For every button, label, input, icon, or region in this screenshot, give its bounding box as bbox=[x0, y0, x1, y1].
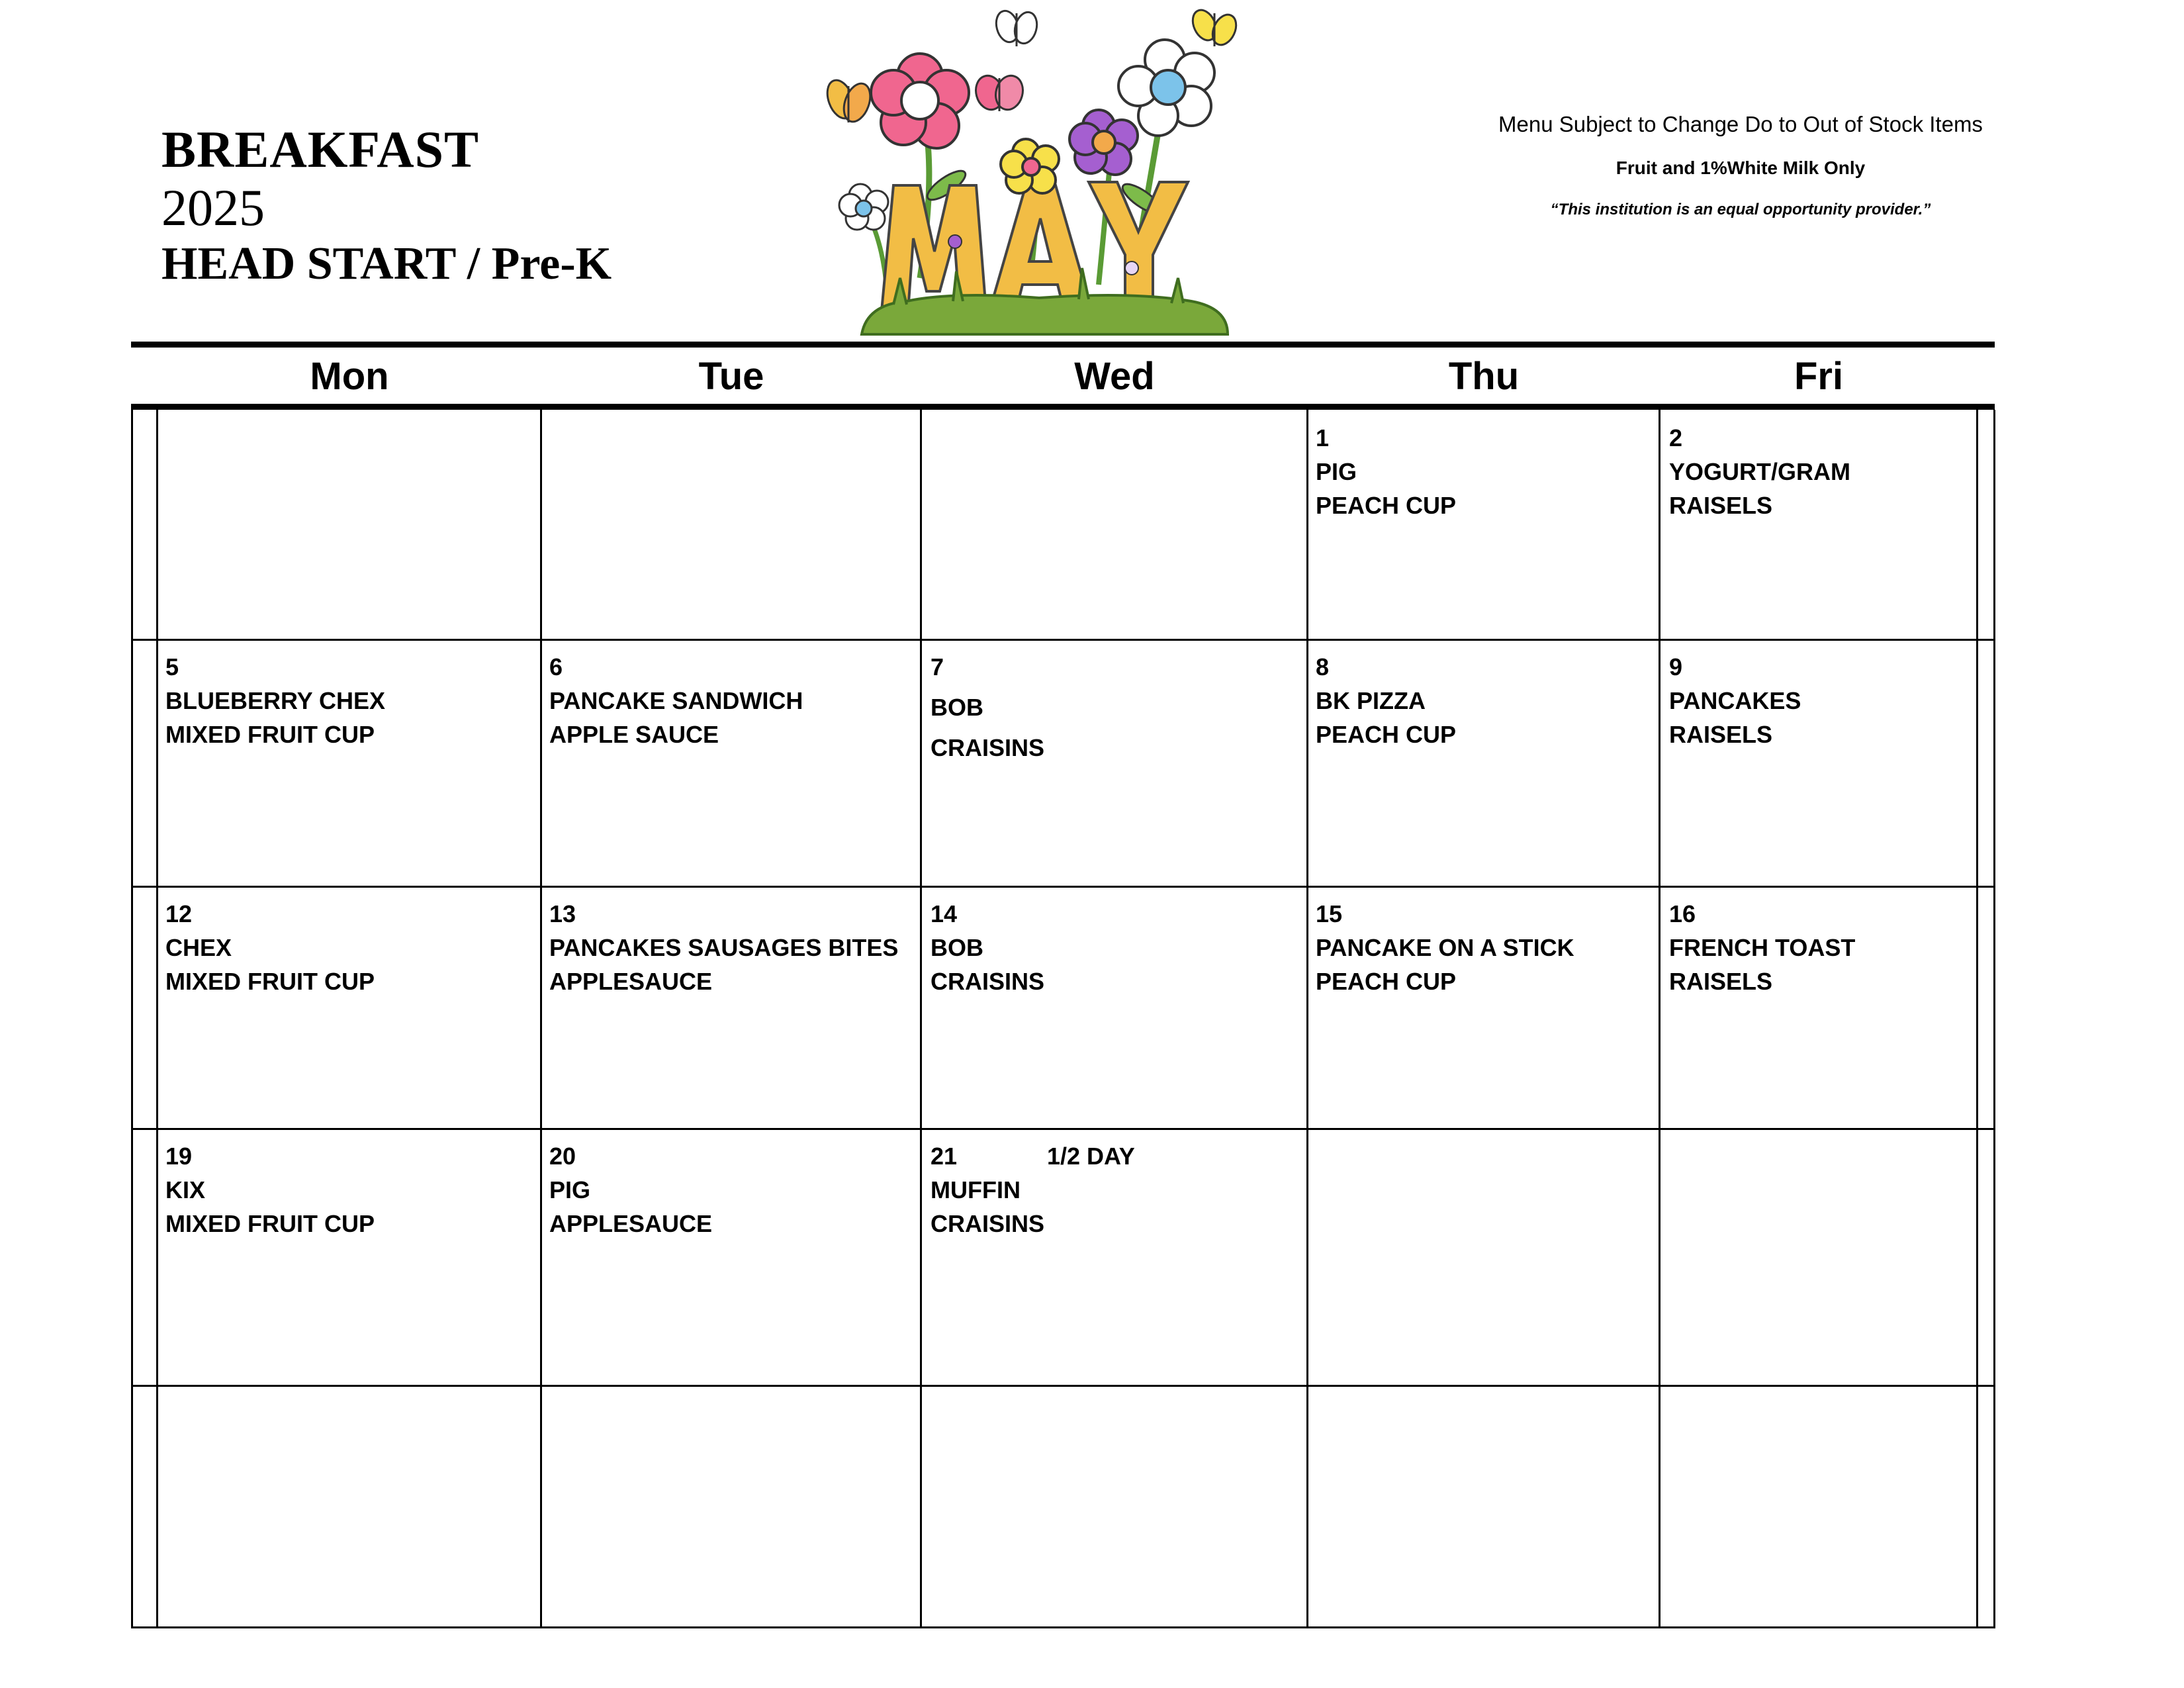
menu-item: CHEX bbox=[165, 934, 232, 961]
menu-item: PANCAKES bbox=[1669, 687, 1801, 714]
day-cell bbox=[1669, 421, 1850, 522]
menu-year: 2025 bbox=[161, 179, 265, 236]
menu-item: MIXED FRUIT CUP bbox=[165, 968, 375, 995]
menu-item: BK PIZZA bbox=[1316, 687, 1426, 714]
day-cell bbox=[165, 1139, 375, 1241]
menu-item: CRAISINS bbox=[931, 734, 1045, 761]
menu-item: BOB bbox=[931, 934, 983, 961]
menu-item: MIXED FRUIT CUP bbox=[165, 721, 375, 748]
menu-item: PANCAKE SANDWICH bbox=[549, 687, 803, 714]
day-cell bbox=[931, 897, 1044, 998]
grid-line bbox=[1659, 410, 1661, 1628]
menu-item: PIG bbox=[1316, 458, 1357, 485]
day-header-mon: Mon bbox=[310, 355, 389, 398]
day-cell bbox=[165, 650, 385, 751]
day-number: 12 bbox=[165, 900, 193, 927]
day-cell bbox=[549, 897, 898, 998]
day-cell bbox=[1316, 421, 1456, 522]
may-flowers-illustration bbox=[821, 0, 1257, 344]
grid-line bbox=[1306, 410, 1308, 1628]
notes-block bbox=[1443, 106, 2038, 221]
day-cell bbox=[1316, 650, 1456, 751]
menu-change-note: Menu Subject to Change Do to Out of Stock Items bbox=[1498, 112, 1983, 136]
day-number: 7 bbox=[931, 653, 944, 680]
day-cell bbox=[931, 650, 1044, 765]
grid-line bbox=[131, 639, 1995, 641]
purple-flower bbox=[1069, 110, 1138, 175]
day-header-thu: Thu bbox=[1448, 355, 1520, 398]
day-header-tue: Tue bbox=[698, 355, 764, 398]
menu-item: RAISELS bbox=[1669, 492, 1773, 519]
grid-line bbox=[1993, 410, 1995, 1628]
day-number: 9 bbox=[1669, 653, 1683, 680]
menu-item: PIG bbox=[549, 1176, 591, 1203]
day-cell bbox=[1669, 650, 1801, 751]
day-number: 14 bbox=[931, 900, 958, 927]
grid-line bbox=[131, 1626, 1995, 1628]
butterfly-icon bbox=[993, 9, 1040, 46]
day-number: 5 bbox=[165, 653, 179, 680]
menu-item: BOB bbox=[931, 694, 983, 721]
menu-title: BREAKFAST bbox=[161, 120, 479, 178]
grid-line bbox=[920, 410, 922, 1628]
equal-opportunity-note: “This institution is an equal opportunity provider.” bbox=[1550, 201, 1931, 218]
menu-item: PANCAKE ON A STICK bbox=[1316, 934, 1574, 961]
milk-note: Fruit and 1%White Milk Only bbox=[1615, 158, 1866, 178]
menu-item: RAISELS bbox=[1669, 721, 1773, 748]
menu-item: MIXED FRUIT CUP bbox=[165, 1210, 375, 1237]
grid-line bbox=[131, 410, 133, 1628]
program-name: HEAD START / Pre-K bbox=[161, 238, 612, 289]
pink-flower bbox=[871, 54, 969, 148]
half-day-note: 1/2 DAY bbox=[1047, 1143, 1135, 1170]
small-blue-flower bbox=[839, 184, 888, 230]
menu-item: CRAISINS bbox=[931, 968, 1045, 995]
day-number: 20 bbox=[549, 1143, 576, 1170]
white-flower bbox=[1118, 40, 1214, 136]
day-cell bbox=[165, 897, 375, 998]
title-block bbox=[161, 119, 612, 293]
header-rule-top bbox=[131, 342, 1995, 348]
menu-item: MUFFIN bbox=[931, 1176, 1021, 1203]
day-cell bbox=[1316, 897, 1574, 998]
butterfly-icon bbox=[1188, 6, 1240, 48]
grid-line bbox=[1976, 410, 1978, 1628]
menu-item: YOGURT/GRAM bbox=[1669, 458, 1850, 485]
day-header-fri: Fri bbox=[1794, 355, 1844, 398]
menu-item: PEACH CUP bbox=[1316, 721, 1457, 748]
yellow-flower bbox=[1001, 139, 1059, 193]
grid-line bbox=[131, 1385, 1995, 1387]
butterfly-icon bbox=[823, 77, 875, 126]
menu-item: CRAISINS bbox=[931, 1210, 1045, 1237]
grid-line bbox=[131, 886, 1995, 888]
day-number: 15 bbox=[1316, 900, 1343, 927]
day-number: 2 bbox=[1669, 424, 1683, 451]
day-cell bbox=[931, 1139, 1044, 1241]
menu-item: PANCAKES SAUSAGES BITES bbox=[549, 934, 899, 961]
menu-item: APPLESAUCE bbox=[549, 1210, 713, 1237]
menu-item: KIX bbox=[165, 1176, 206, 1203]
menu-item: FRENCH TOAST bbox=[1669, 934, 1856, 961]
menu-item: RAISELS bbox=[1669, 968, 1773, 995]
menu-item: APPLE SAUCE bbox=[549, 721, 719, 748]
day-header-wed: Wed bbox=[1074, 355, 1155, 398]
header-rule-bottom bbox=[131, 404, 1995, 410]
day-number: 21 bbox=[931, 1143, 958, 1170]
day-number: 13 bbox=[549, 900, 576, 927]
menu-item: BLUEBERRY CHEX bbox=[165, 687, 386, 714]
grid-line bbox=[131, 1128, 1995, 1130]
day-number: 16 bbox=[1669, 900, 1696, 927]
menu-item: PEACH CUP bbox=[1316, 968, 1457, 995]
grid-line bbox=[540, 410, 542, 1628]
butterfly-icon bbox=[972, 73, 1026, 113]
day-cell bbox=[549, 1139, 712, 1241]
day-number: 8 bbox=[1316, 653, 1330, 680]
day-number: 6 bbox=[549, 653, 563, 680]
menu-item: PEACH CUP bbox=[1316, 492, 1457, 519]
day-cell bbox=[1669, 897, 1855, 998]
grid-line bbox=[156, 410, 158, 1628]
menu-item: APPLESAUCE bbox=[549, 968, 713, 995]
day-cell bbox=[549, 650, 803, 751]
day-number: 1 bbox=[1316, 424, 1330, 451]
day-number: 19 bbox=[165, 1143, 193, 1170]
